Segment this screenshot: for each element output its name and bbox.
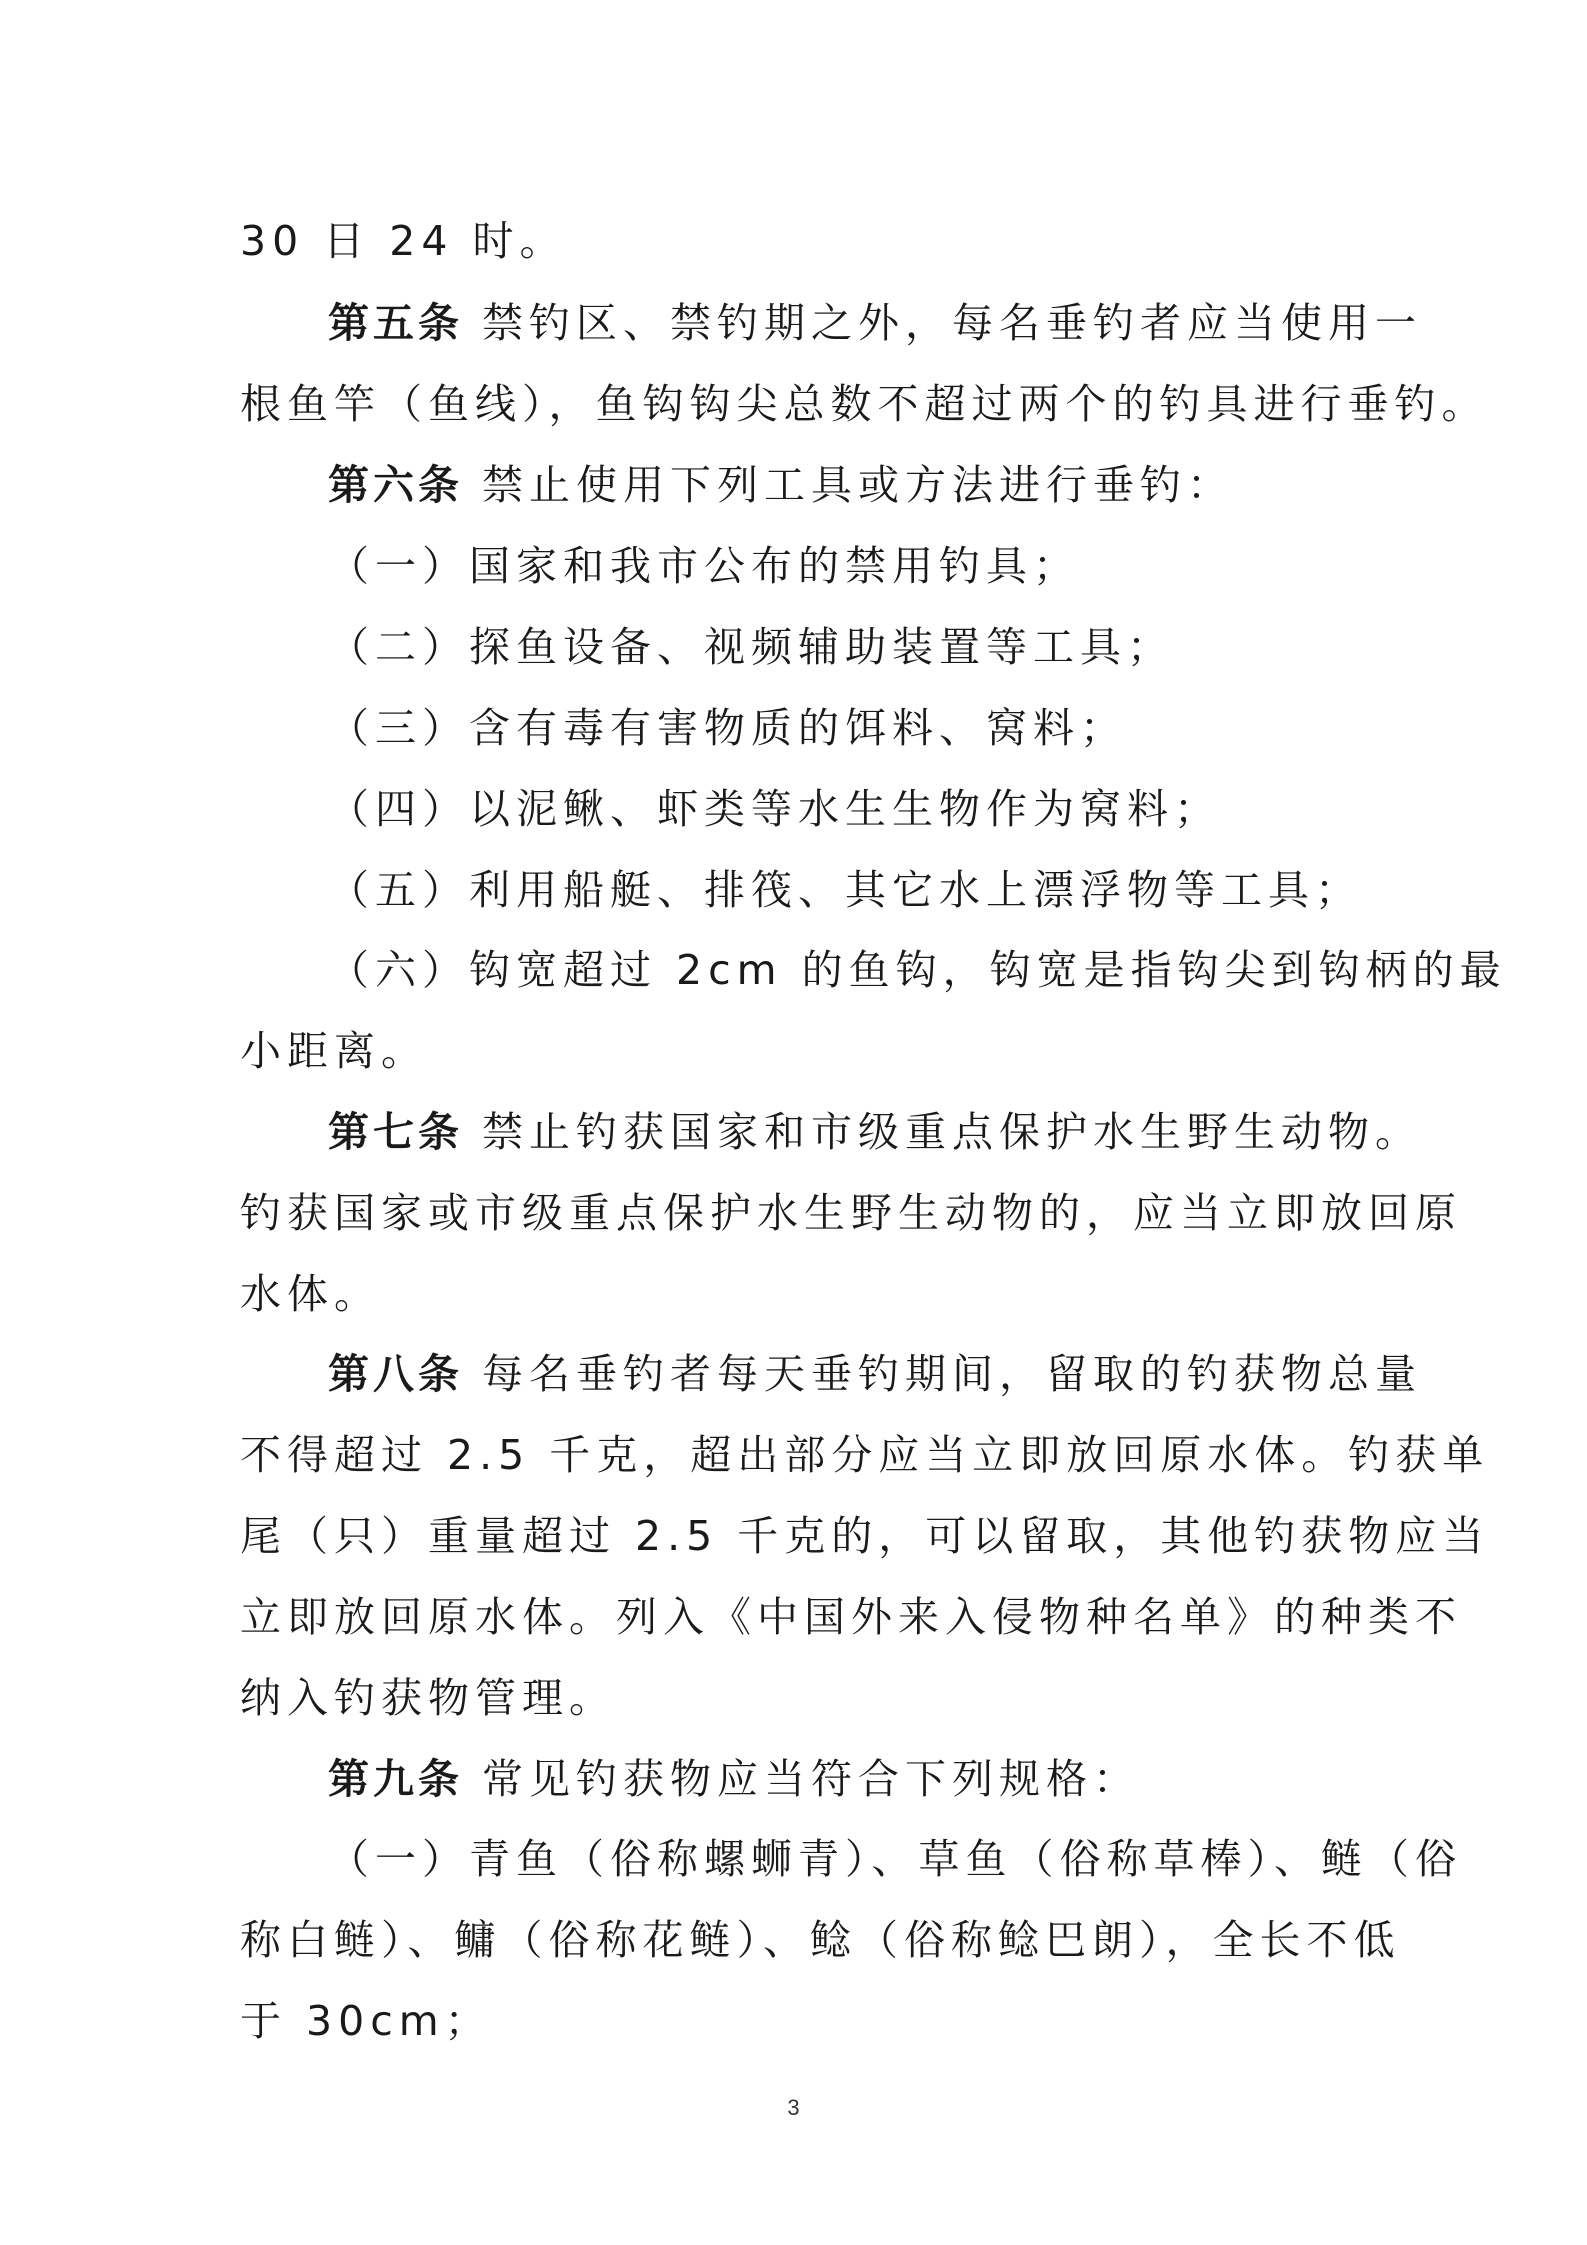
text-line xyxy=(328,538,1448,594)
line-text: 钓获国家或市级重点保护水生野生动物的，应当立即放回原 xyxy=(240,1189,1462,1237)
text-line xyxy=(240,1912,1401,1968)
line-text: 禁钓区、禁钓期之外，每名垂钓者应当使用一 xyxy=(463,299,1423,347)
line-text: 立即放回原水体。列入《中国外来入侵物种名单》的种类不 xyxy=(240,1593,1462,1641)
line-text: 禁止使用下列工具或方法进行垂钓： xyxy=(463,461,1235,509)
text-line xyxy=(240,1589,1462,1645)
text-line xyxy=(328,862,1448,918)
text-line xyxy=(328,781,1448,837)
article-heading: 第五条 xyxy=(328,299,463,347)
line-text: （一）国家和我市公布的禁用钓具； xyxy=(328,542,1080,590)
line-text: 纳入钓获物管理。 xyxy=(240,1674,616,1722)
text-line xyxy=(240,1508,1490,1564)
line-text: （六）钩宽超过 2cm 的鱼钩，钩宽是指钩尖到钩柄的最 xyxy=(328,946,1507,994)
page-number: 3 xyxy=(787,2095,800,2120)
line-text: 每名垂钓者每天垂钓期间，留取的钓获物总量 xyxy=(463,1350,1423,1398)
line-text: （一）青鱼（俗称螺蛳青）、草鱼（俗称草棒）、鲢（俗 xyxy=(328,1835,1462,1883)
text-line xyxy=(328,700,1448,756)
text-line xyxy=(240,1266,1360,1322)
text-line xyxy=(240,1427,1490,1483)
line-text: 根鱼竿（鱼线），鱼钩钩尖总数不超过两个的钓具进行垂钓。 xyxy=(240,380,1489,428)
line-text: 称白鲢）、鳙（俗称花鲢）、鲶（俗称鲶巴朗），全长不低 xyxy=(240,1916,1401,1964)
line-text: （三）含有毒有害物质的饵料、窝料； xyxy=(328,704,1127,752)
text-line xyxy=(240,1185,1462,1241)
text-line xyxy=(240,376,1489,432)
line-text: 禁止钓获国家和市级重点保护水生野生动物。 xyxy=(463,1108,1423,1156)
line-text: （二）探鱼设备、视频辅助装置等工具； xyxy=(328,623,1174,671)
article-heading: 第七条 xyxy=(328,1108,463,1156)
line-text: （五）利用船艇、排筏、其它水上漂浮物等工具； xyxy=(328,866,1362,914)
line-text: 常见钓获物应当符合下列规格： xyxy=(463,1755,1141,1803)
line-text: 小距离。 xyxy=(240,1027,428,1075)
text-line xyxy=(328,942,1507,998)
line-text: 尾（只）重量超过 2.5 千克的，可以留取，其他钓获物应当 xyxy=(240,1512,1490,1560)
text-line xyxy=(328,1346,1448,1402)
text-line xyxy=(240,1023,1360,1079)
text-line xyxy=(240,1993,1360,2049)
line-text: 不得超过 2.5 千克，超出部分应当立即放回原水体。钓获单 xyxy=(240,1431,1490,1479)
text-line xyxy=(240,213,1360,269)
text-line xyxy=(328,1831,1462,1887)
text-line xyxy=(328,619,1448,675)
text-line xyxy=(328,1104,1448,1160)
line-text: 于 30cm； xyxy=(240,1997,492,2045)
text-line xyxy=(240,1670,1360,1726)
article-heading: 第八条 xyxy=(328,1350,463,1398)
line-text: （四）以泥鳅、虾类等水生生物作为窝料； xyxy=(328,785,1221,833)
line-text: 水体。 xyxy=(240,1270,381,1318)
text-line xyxy=(328,457,1448,513)
text-line xyxy=(328,295,1448,351)
text-line xyxy=(328,1751,1448,1807)
article-heading: 第九条 xyxy=(328,1755,463,1803)
article-heading: 第六条 xyxy=(328,461,463,509)
line-text: 30 日 24 时。 xyxy=(240,217,567,265)
